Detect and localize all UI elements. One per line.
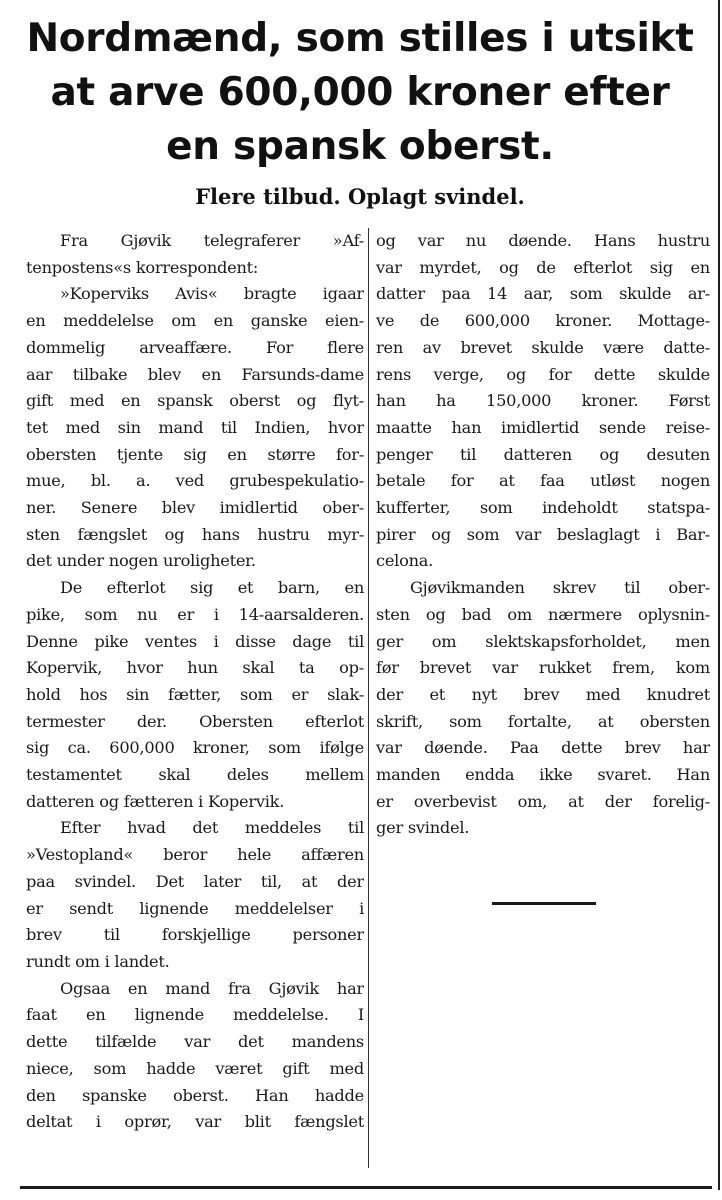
text-line: den spanske oberst. Han hadde (26, 1085, 364, 1105)
text-line: maatte han imidlertid sende reise- (376, 417, 710, 437)
text-line: sten og bad om nærmere oplysnin- (376, 604, 710, 624)
text-line: termester der. Obersten efterlot (26, 711, 364, 731)
text-line: ger om slektskapsforholdet, men (376, 631, 710, 651)
text-line: manden endda ikke svaret. Han (376, 765, 710, 785)
text-line: tet med sin mand til Indien, hvor (26, 417, 364, 437)
text-line: skrift, som fortalte, at obersten (376, 711, 710, 731)
subheadline: Flere tilbud. Oplagt svindel. (195, 184, 525, 209)
text-line: datter paa 14 aar, som skulde ar- (376, 284, 710, 304)
text-line: gift med en spansk oberst og flyt- (26, 391, 364, 411)
headline (10, 12, 710, 174)
bottom-rule (20, 1186, 712, 1189)
headline-line-1: Nordmænd, som stilles i utsikt (26, 16, 694, 61)
page-edge-rule (718, 0, 720, 1190)
text-line: paa svindel. Det later til, at der (26, 871, 364, 891)
text-line: datteren og fætteren i Kopervik. (26, 791, 285, 811)
text-line: pike, som nu er i 14-aarsalderen. (26, 604, 364, 624)
text-line: kufferter, som indeholdt statspa- (376, 498, 710, 518)
text-line: celona. (376, 551, 434, 571)
headline-line-3: en spansk oberst. (166, 124, 554, 169)
text-line: før brevet var rukket frem, kom (376, 658, 710, 678)
text-line: ner. Senere blev imidlertid ober- (26, 498, 364, 518)
text-line: det under nogen uroligheter. (26, 551, 256, 571)
text-line: Ogsaa en mand fra Gjøvik har (60, 978, 364, 998)
text-line: hold hos sin fætter, som er slak- (26, 684, 364, 704)
text-line: ger svindel. (376, 818, 470, 838)
text-line: niece, som hadde været gift med (26, 1058, 364, 1078)
text-line: mue, bl. a. ved grubespekulatio- (26, 471, 364, 491)
text-line: deltat i oprør, var blit fængslet (26, 1112, 364, 1132)
text-line: han ha 150,000 kroner. Først (376, 391, 710, 411)
text-line: aar tilbake blev en Farsunds-dame (26, 364, 364, 384)
text-line: og var nu døende. Hans hustru (376, 231, 710, 250)
text-line: betale for at faa utløst nogen (376, 471, 710, 491)
text-line: Kopervik, hvor hun skal ta op- (26, 658, 364, 678)
text-line: rens verge, og for dette skulde (376, 364, 710, 384)
text-line: ren av brevet skulde være datte- (376, 337, 710, 357)
text-line: ve de 600,000 kroner. Mottage- (376, 311, 710, 331)
text-line: Gjøvikmanden skrev til ober- (410, 578, 710, 598)
text-line: »Vestopland« beror hele affæren (26, 845, 364, 865)
text-line: pirer og som var beslaglagt i Bar- (376, 524, 710, 544)
text-line: »Koperviks Avis« bragte igaar (60, 284, 364, 304)
text-line: sig ca. 600,000 kroner, som ifølge (26, 738, 364, 758)
article-column-right (376, 228, 710, 842)
text-line: penger til datteren og desuten (376, 444, 710, 464)
text-line: var døende. Paa dette brev har (376, 738, 710, 758)
headline-line-2: at arve 600,000 kroner efter (50, 70, 670, 115)
text-line: var myrdet, og de efterlot sig en (376, 257, 710, 277)
text-line: Fra Gjøvik telegraferer »Af- (60, 231, 364, 250)
text-line: faat en lignende meddelelse. I (26, 1005, 364, 1025)
text-line: brev til forskjellige personer (26, 925, 364, 945)
text-line: dommelig arveaffære. For flere (26, 337, 364, 357)
text-line: testamentet skal deles mellem (26, 765, 364, 785)
article-end-rule (492, 902, 596, 905)
text-line: er overbevist om, at der forelig- (376, 791, 710, 811)
text-line: Denne pike ventes i disse dage til (26, 631, 364, 651)
text-line: Efter hvad det meddeles til (60, 818, 364, 838)
text-line: en meddelelse om en ganske eien- (26, 311, 364, 331)
text-line: sten fængslet og hans hustru myr- (26, 524, 364, 544)
text-line: der et nyt brev med knudret (376, 684, 710, 704)
article-column-left (26, 228, 364, 1136)
text-line: dette tilfælde var det mandens (26, 1032, 364, 1052)
text-line: De efterlot sig et barn, en (60, 578, 364, 598)
text-line: obersten tjente sig en større for- (26, 444, 364, 464)
column-divider (368, 228, 369, 1168)
text-line: er sendt lignende meddelelser i (26, 898, 364, 918)
text-line: rundt om i landet. (26, 951, 170, 971)
text-line: tenpostens«s korrespondent: (26, 257, 259, 277)
